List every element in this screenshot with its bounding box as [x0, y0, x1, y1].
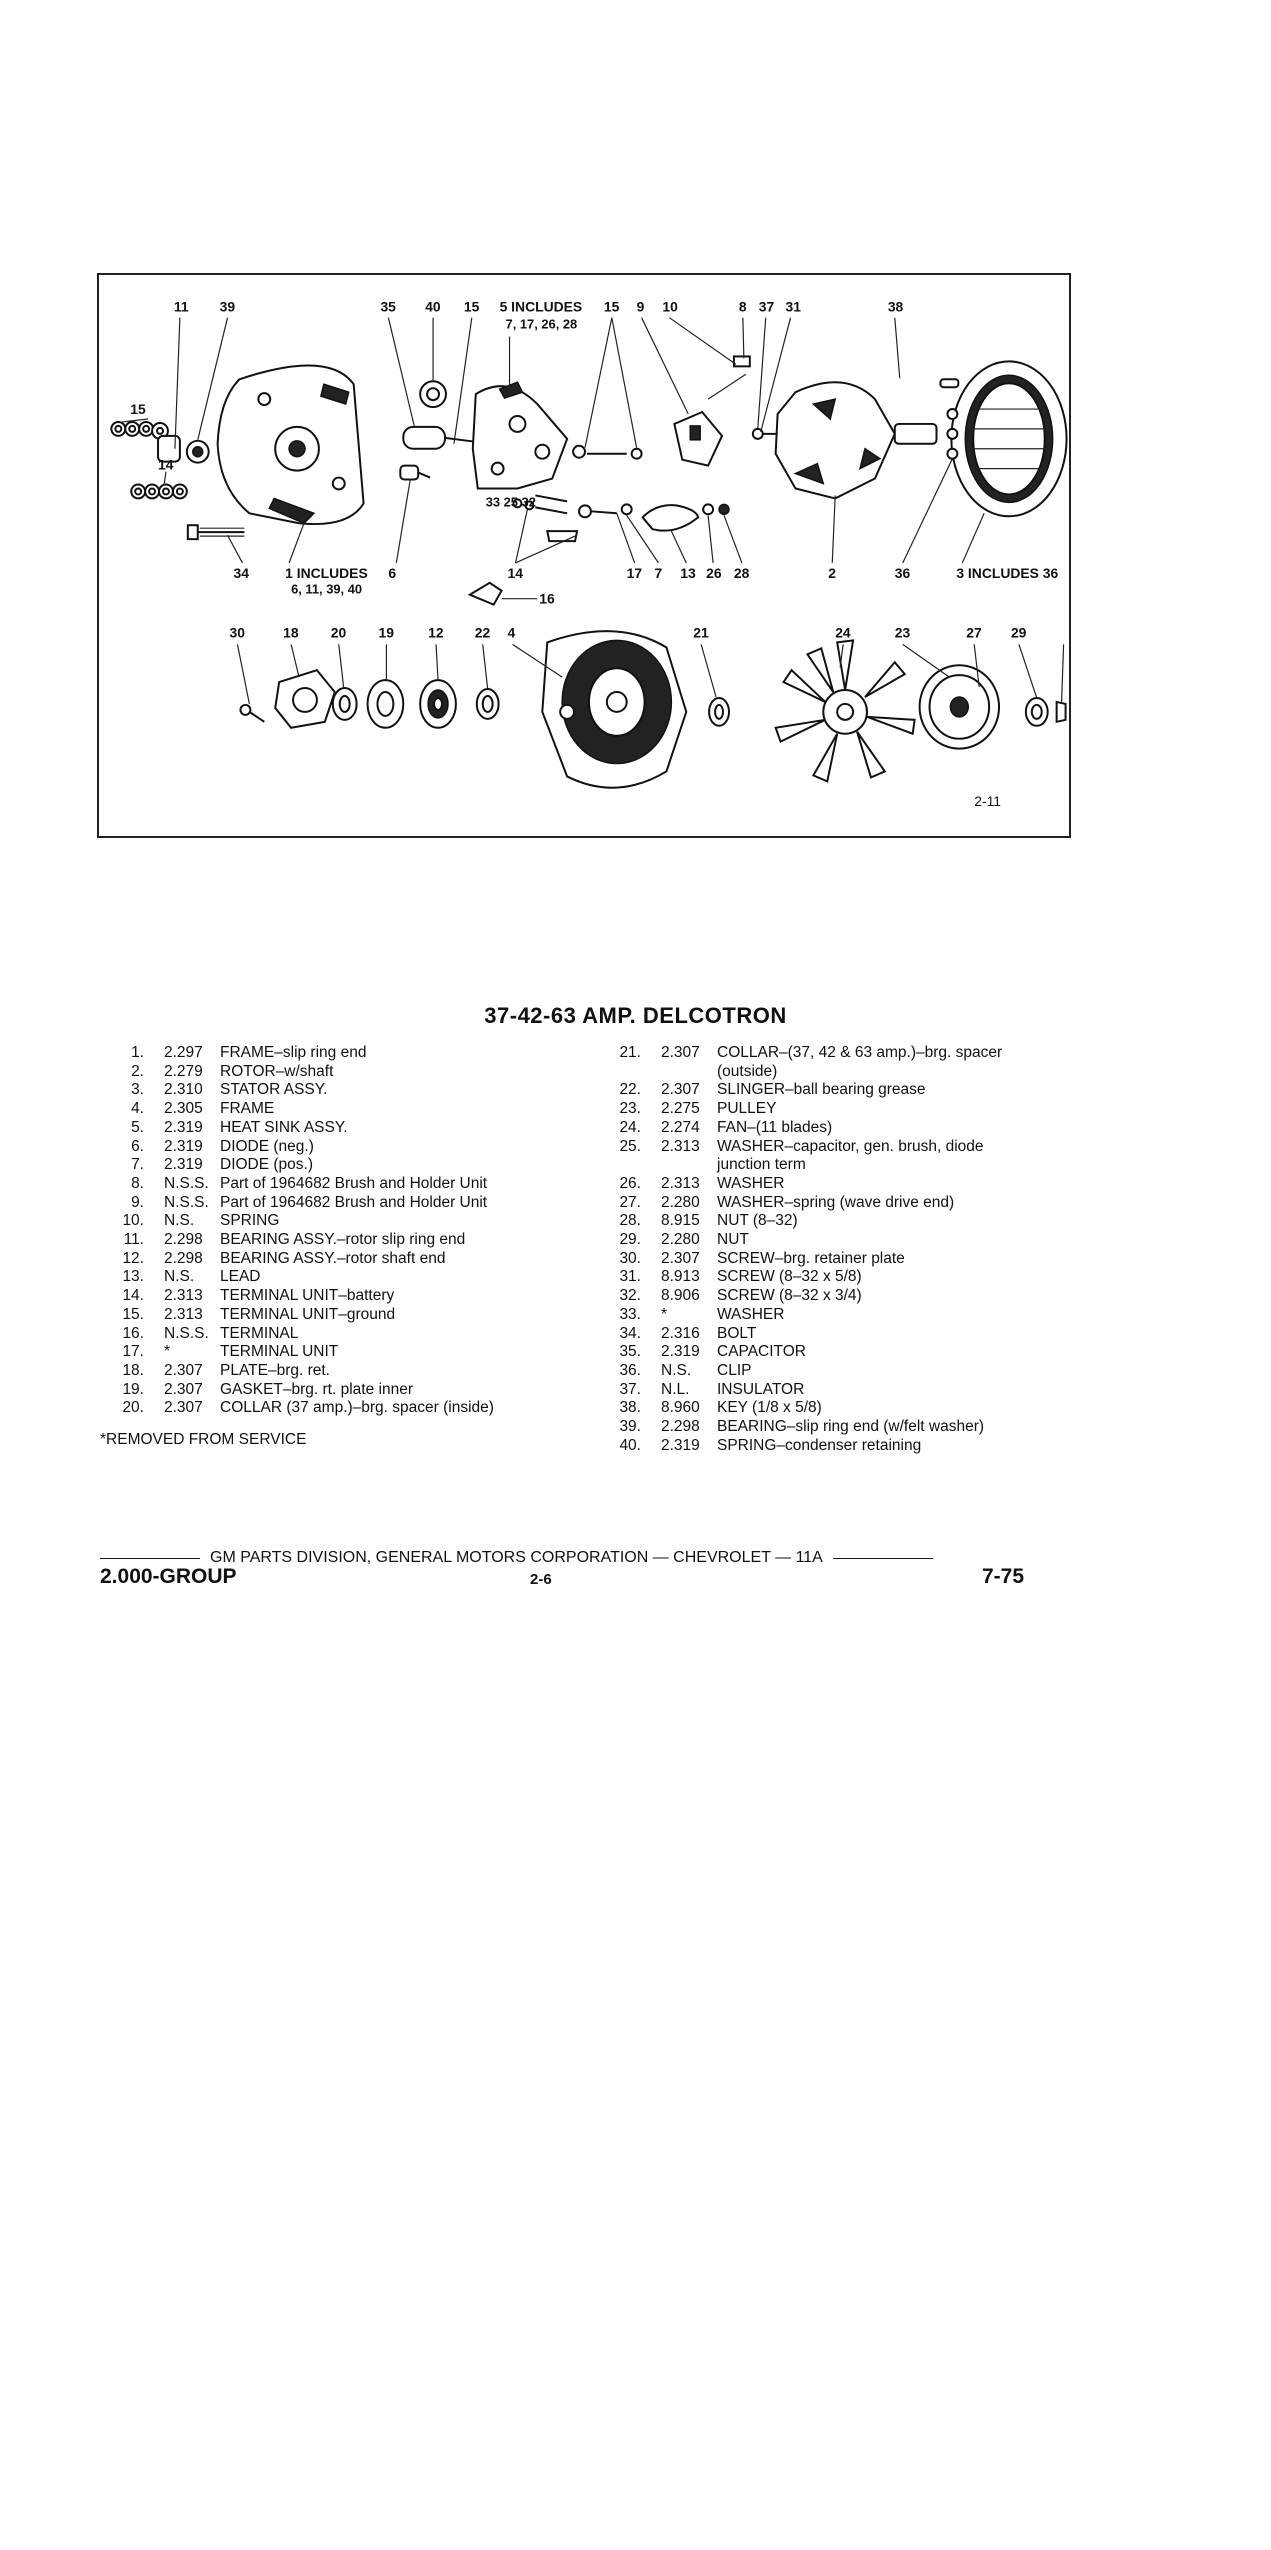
- footer-group-number: 2.000-GROUP: [100, 1565, 237, 1588]
- key: [940, 379, 958, 387]
- footer-rule-right: [833, 1558, 933, 1559]
- part-description-text: COLLAR–(37, 42 & 63 amp.)–brg. spacer: [717, 1044, 1003, 1061]
- part-group-code: 2.280: [661, 1231, 700, 1249]
- terminal-unit-group: [579, 504, 729, 530]
- part-group-code: 2.307: [164, 1380, 203, 1398]
- part-description: [717, 1044, 1067, 1081]
- callout-14b: 14: [507, 564, 523, 581]
- callout-16: 16: [539, 590, 555, 607]
- part-description-text: FRAME: [220, 1100, 275, 1118]
- callout-12: 12: [428, 624, 444, 641]
- part-group-code: 2.319: [164, 1137, 203, 1155]
- part-description: [220, 1381, 580, 1400]
- drive-end-frame: [542, 631, 686, 788]
- part-group-code: 2.307: [661, 1249, 700, 1267]
- part-number: 7.: [131, 1156, 144, 1174]
- part-description-text: PULLEY: [717, 1100, 777, 1118]
- part-number: 9.: [131, 1193, 144, 1211]
- callout-13: 13: [680, 564, 696, 581]
- part-description: [717, 1194, 1067, 1213]
- part-group-code: *: [164, 1343, 171, 1361]
- part-group-code: N.S.S.: [164, 1324, 209, 1342]
- section-title: 37-42-63 AMP. DELCOTRON: [484, 1003, 787, 1028]
- part-description: [717, 1399, 1067, 1418]
- parts-list-row: [597, 1343, 1067, 1362]
- parts-list-row: [100, 1138, 580, 1157]
- callout-6: 6: [388, 564, 397, 581]
- callout-15c: 15: [130, 401, 146, 418]
- callout-17: 17: [626, 564, 643, 581]
- part-description: [220, 1212, 580, 1231]
- part-group-code: 2.319: [661, 1343, 700, 1361]
- condenser-spring: [420, 381, 446, 407]
- part-description-text: TERMINAL UNIT: [220, 1343, 339, 1361]
- pulley: [920, 665, 999, 748]
- part-group-code: 2.319: [164, 1156, 203, 1174]
- footer-date: 7-75: [982, 1565, 1025, 1588]
- part-description-text: LEAD: [220, 1268, 261, 1286]
- part-description: [717, 1362, 1067, 1381]
- terminal-hardware-center: [573, 446, 642, 459]
- parts-list-row: [100, 1119, 580, 1138]
- part-group-code: 2.307: [164, 1361, 203, 1379]
- terminal: [470, 583, 538, 605]
- exploded-view-figure: [97, 273, 1071, 838]
- part-group-code: 2.310: [164, 1081, 203, 1099]
- parts-list-row: [597, 1138, 1067, 1175]
- parts-list-row: [597, 1325, 1067, 1344]
- callout-3: 3 INCLUDES 36: [956, 564, 1059, 581]
- stator-assembly: [947, 361, 1066, 516]
- callout-11: 11: [173, 298, 189, 315]
- part-description: [717, 1325, 1067, 1344]
- part-description-text: SPRING–condenser retaining: [717, 1436, 922, 1454]
- part-number: 26.: [619, 1174, 641, 1192]
- part-number: 37.: [619, 1380, 641, 1398]
- callout-2: 2: [828, 564, 836, 581]
- callout-1-includes: 6, 11, 39, 40: [291, 581, 363, 597]
- grease-slinger: [477, 689, 499, 719]
- parts-list-row: [100, 1100, 580, 1119]
- part-group-code: N.S.S.: [164, 1174, 209, 1192]
- part-group-code: 2.319: [164, 1118, 203, 1136]
- part-number: 12.: [122, 1249, 144, 1267]
- part-description-text: SCREW (8–32 x 5/8): [717, 1268, 862, 1286]
- part-number: 33.: [619, 1305, 641, 1323]
- part-group-code: 8.913: [661, 1268, 700, 1286]
- part-description-text: Part of 1964682 Brush and Holder Unit: [220, 1193, 488, 1211]
- part-description: [717, 1250, 1067, 1269]
- part-number: 3.: [131, 1081, 144, 1099]
- parts-list-row: [100, 1044, 580, 1063]
- part-number: 19.: [122, 1380, 144, 1398]
- part-group-code: 2.305: [164, 1100, 203, 1118]
- callout-21: 21: [693, 624, 709, 641]
- part-number: 21.: [619, 1044, 641, 1061]
- part-description: [717, 1381, 1067, 1400]
- part-description-text: TERMINAL: [220, 1324, 299, 1342]
- parts-list-row: [597, 1250, 1067, 1269]
- part-group-code: N.S.: [661, 1361, 692, 1379]
- part-description: [717, 1231, 1067, 1250]
- callout-14a: 14: [158, 456, 174, 473]
- part-group-code: 8.915: [661, 1212, 700, 1230]
- part-number: 6.: [131, 1137, 144, 1155]
- parts-list-row: [100, 1399, 580, 1418]
- part-description: [717, 1138, 1067, 1175]
- callout-7: 7: [654, 564, 663, 581]
- parts-list-row: [100, 1081, 580, 1100]
- part-group-code: N.S.: [164, 1212, 195, 1230]
- parts-list-row: [100, 1231, 580, 1250]
- part-group-code: 2.307: [661, 1081, 700, 1099]
- part-description-text: HEAT SINK ASSY.: [220, 1118, 348, 1136]
- callout-36: 36: [894, 564, 911, 581]
- callout-37: 37: [758, 298, 775, 315]
- part-group-code: 8.906: [661, 1287, 700, 1305]
- parts-list-row: [597, 1081, 1067, 1100]
- part-description: [220, 1081, 580, 1100]
- parts-list-left: [100, 1044, 580, 1418]
- part-description: [717, 1418, 1067, 1437]
- parts-list-row: [597, 1231, 1067, 1250]
- part-description-text: DIODE (pos.): [220, 1156, 314, 1174]
- part-number: 38.: [619, 1399, 641, 1417]
- part-number: 36.: [619, 1361, 641, 1379]
- part-description-text: CLIP: [717, 1361, 752, 1379]
- rotor: [753, 382, 937, 498]
- part-description-text: BEARING ASSY.–rotor slip ring end: [220, 1231, 466, 1249]
- part-description: [717, 1119, 1067, 1138]
- parts-list-row: [100, 1063, 580, 1082]
- part-group-code: 2.313: [164, 1287, 203, 1305]
- callout-19: 19: [378, 624, 394, 641]
- part-description-text: BOLT: [717, 1324, 757, 1342]
- callout-33-25-32: 33 25 32: [485, 494, 536, 510]
- parts-list-row: [597, 1100, 1067, 1119]
- part-number: 35.: [619, 1343, 641, 1361]
- parts-list-row: [597, 1175, 1067, 1194]
- callout-20: 20: [330, 624, 347, 641]
- callout-34: 34: [233, 564, 249, 581]
- parts-list-row: [100, 1250, 580, 1269]
- part-description-continued: (outside): [717, 1062, 778, 1080]
- part-description-text: FRAME–slip ring end: [220, 1044, 367, 1061]
- part-description-text: INSULATOR: [717, 1380, 805, 1398]
- parts-list-row: [597, 1362, 1067, 1381]
- callout-18: 18: [283, 624, 299, 641]
- callout-5: 5 INCLUDES: [499, 298, 583, 315]
- part-group-code: N.S.: [164, 1268, 195, 1286]
- part-group-code: 2.316: [661, 1324, 700, 1342]
- parts-list-row: [597, 1212, 1067, 1231]
- part-number: 18.: [122, 1361, 144, 1379]
- part-number: 20.: [122, 1399, 144, 1417]
- part-group-code: N.S.S.: [164, 1193, 209, 1211]
- parts-list-row: [597, 1268, 1067, 1287]
- parts-list-row: [597, 1044, 1067, 1081]
- part-description-text: WASHER–spring (wave drive end): [717, 1193, 955, 1211]
- part-description-text: BEARING–slip ring end (w/felt washer): [717, 1418, 985, 1436]
- part-group-code: 2.313: [661, 1137, 700, 1155]
- heat-sink-assembly: [473, 382, 567, 488]
- parts-list-row: [100, 1362, 580, 1381]
- part-group-code: 2.313: [661, 1174, 700, 1192]
- part-description-text: NUT (8–32): [717, 1212, 798, 1230]
- part-number: 31.: [619, 1268, 641, 1286]
- parts-list-row: [100, 1287, 580, 1306]
- part-group-code: 2.280: [661, 1193, 700, 1211]
- part-group-code: N.L.: [661, 1380, 690, 1398]
- part-description-text: WASHER–capacitor, gen. brush, diode: [717, 1137, 984, 1155]
- parts-list-row: [100, 1175, 580, 1194]
- brush-holder: [674, 356, 749, 465]
- part-number: 29.: [619, 1231, 641, 1249]
- part-group-code: 2.274: [661, 1118, 700, 1136]
- part-description: [717, 1287, 1067, 1306]
- callout-15a: 15: [463, 298, 480, 315]
- part-description-text: DIODE (neg.): [220, 1137, 314, 1155]
- parts-list-row: [100, 1325, 580, 1344]
- part-description: [717, 1437, 1067, 1456]
- callout-8: 8: [738, 298, 747, 315]
- part-number: 5.: [131, 1118, 144, 1136]
- part-number: 28.: [619, 1212, 641, 1230]
- part-description-text: CAPACITOR: [717, 1343, 806, 1361]
- part-group-code: 2.298: [661, 1418, 700, 1436]
- part-description: [220, 1156, 580, 1175]
- part-group-code: 2.279: [164, 1062, 203, 1080]
- parts-list-right: [597, 1044, 1067, 1455]
- parts-list-row: [100, 1343, 580, 1362]
- part-description-text: Part of 1964682 Brush and Holder Unit: [220, 1174, 488, 1192]
- part-description-text: BEARING ASSY.–rotor shaft end: [220, 1249, 446, 1267]
- pulley-nut: [1057, 702, 1066, 722]
- part-description: [717, 1343, 1067, 1362]
- part-group-code: 2.298: [164, 1249, 203, 1267]
- footer-publisher-line: [100, 1549, 1030, 1567]
- part-number: 10.: [122, 1212, 144, 1230]
- callout-31: 31: [785, 298, 802, 315]
- part-group-code: 2.297: [164, 1044, 203, 1061]
- part-number: 32.: [619, 1287, 641, 1305]
- part-description: [220, 1325, 580, 1344]
- part-description-text: NUT: [717, 1231, 749, 1249]
- footer-rule-left: [100, 1558, 200, 1559]
- part-description: [220, 1287, 580, 1306]
- part-description: [220, 1044, 580, 1063]
- part-group-code: 2.298: [164, 1231, 203, 1249]
- spring-washer: [1026, 698, 1048, 726]
- bearing-shaft-end: [420, 680, 456, 728]
- parts-list-row: [100, 1381, 580, 1400]
- callout-27: 27: [966, 624, 982, 641]
- fan: [776, 640, 915, 781]
- spacer-collar-outside: [709, 698, 729, 726]
- part-description: [220, 1343, 580, 1362]
- part-number: 24.: [619, 1118, 641, 1136]
- parts-list-row: [100, 1156, 580, 1175]
- part-description-text: GASKET–brg. rt. plate inner: [220, 1380, 413, 1398]
- part-description: [220, 1063, 580, 1082]
- part-description-text: SCREW (8–32 x 3/4): [717, 1287, 862, 1305]
- part-description: [220, 1119, 580, 1138]
- callout-29: 29: [1010, 624, 1027, 641]
- callout-22: 22: [474, 624, 491, 641]
- footer-publisher: GM PARTS DIVISION, GENERAL MOTORS CORPORATION — CHEVROLET — 11A: [210, 1549, 823, 1566]
- part-description: [717, 1100, 1067, 1119]
- parts-list-row: [597, 1287, 1067, 1306]
- part-number: 40.: [619, 1436, 641, 1454]
- part-description-text: WASHER: [717, 1305, 785, 1323]
- part-number: 39.: [619, 1418, 641, 1436]
- part-description-text: KEY (1/8 x 5/8): [717, 1399, 822, 1417]
- part-group-code: 8.960: [661, 1399, 700, 1417]
- callout-10: 10: [662, 298, 678, 315]
- part-number: 17.: [122, 1343, 144, 1361]
- callout-24: 24: [835, 624, 851, 641]
- parts-list-row: [100, 1268, 580, 1287]
- callout-28: 28: [733, 564, 750, 581]
- parts-list-row: [597, 1306, 1067, 1325]
- removed-from-service-note: *REMOVED FROM SERVICE: [100, 1431, 307, 1448]
- part-description: [717, 1212, 1067, 1231]
- part-description-text: STATOR ASSY.: [220, 1081, 328, 1099]
- part-group-code: 2.307: [164, 1399, 203, 1417]
- callout-26: 26: [706, 564, 722, 581]
- part-description: [220, 1250, 580, 1269]
- part-description: [717, 1268, 1067, 1287]
- part-group-code: *: [661, 1305, 668, 1323]
- part-group-code: 2.275: [661, 1100, 700, 1118]
- parts-list-row: [100, 1194, 580, 1213]
- callout-38: 38: [887, 298, 904, 315]
- part-number: 8.: [131, 1174, 144, 1192]
- part-description: [220, 1268, 580, 1287]
- slip-ring-end-frame: [218, 366, 364, 525]
- callout-39: 39: [219, 298, 236, 315]
- part-description: [220, 1175, 580, 1194]
- footer-page-number: 2-6: [530, 1571, 552, 1588]
- part-group-code: 2.307: [661, 1044, 700, 1061]
- part-number: 2.: [131, 1062, 144, 1080]
- part-description: [717, 1081, 1067, 1100]
- part-number: 4.: [131, 1100, 144, 1118]
- parts-list-row: [100, 1306, 580, 1325]
- part-number: 16.: [122, 1324, 144, 1342]
- callout-15b: 15: [603, 298, 620, 315]
- part-description: [220, 1100, 580, 1119]
- callout-4: 4: [507, 624, 516, 641]
- part-description: [220, 1399, 580, 1418]
- spacer-collar-inside: [333, 688, 357, 720]
- part-description-text: SCREW–brg. retainer plate: [717, 1249, 905, 1267]
- diode-negative: [400, 466, 430, 480]
- callout-30: 30: [229, 624, 245, 641]
- parts-list-row: [597, 1437, 1067, 1456]
- part-description: [220, 1306, 580, 1325]
- part-number: 15.: [122, 1305, 144, 1323]
- part-number: 14.: [122, 1287, 144, 1305]
- part-description: [220, 1138, 580, 1157]
- retainer-screw: [240, 705, 264, 722]
- parts-list-row: [597, 1399, 1067, 1418]
- callout-23: 23: [894, 624, 911, 641]
- part-description-text: ROTOR–w/shaft: [220, 1062, 334, 1080]
- alternator-exploded-diagram: [99, 275, 1069, 836]
- part-description: [220, 1194, 580, 1213]
- parts-list-row: [597, 1381, 1067, 1400]
- parts-list-row: [597, 1119, 1067, 1138]
- parts-list-row: [597, 1418, 1067, 1437]
- part-number: 25.: [619, 1137, 641, 1155]
- part-number: 11.: [123, 1231, 144, 1249]
- gasket: [368, 680, 404, 728]
- through-bolt: [188, 525, 245, 539]
- part-number: 22.: [619, 1081, 641, 1099]
- callout-40: 40: [425, 298, 441, 315]
- part-description-text: TERMINAL UNIT–ground: [220, 1305, 396, 1323]
- part-number: 1.: [131, 1044, 144, 1061]
- part-description-text: WASHER: [717, 1174, 785, 1192]
- part-description: [717, 1175, 1067, 1194]
- part-group-code: 2.313: [164, 1305, 203, 1323]
- figure-number: 2-11: [974, 793, 1001, 810]
- part-description-text: TERMINAL UNIT–battery: [220, 1287, 395, 1305]
- callout-1: 1 INCLUDES: [285, 564, 368, 581]
- callout-5-includes: 7, 17, 26, 28: [505, 316, 578, 332]
- part-description: [220, 1231, 580, 1250]
- retainer-plate: [275, 670, 335, 728]
- part-description-text: FAN–(11 blades): [717, 1118, 833, 1136]
- part-description-text: SLINGER–ball bearing grease: [717, 1081, 926, 1099]
- part-description-text: COLLAR (37 amp.)–brg. spacer (inside): [220, 1399, 494, 1417]
- part-description: [717, 1306, 1067, 1325]
- part-description: [220, 1362, 580, 1381]
- parts-list-row: [100, 1212, 580, 1231]
- part-description-text: PLATE–brg. ret.: [220, 1361, 330, 1379]
- parts-list-row: [597, 1194, 1067, 1213]
- part-group-code: 2.319: [661, 1436, 700, 1454]
- part-description-text: SPRING: [220, 1212, 280, 1230]
- part-number: 30.: [619, 1249, 641, 1267]
- part-description-continued: junction term: [717, 1156, 806, 1174]
- part-number: 34.: [619, 1324, 641, 1342]
- part-number: 23.: [619, 1100, 641, 1118]
- part-number: 13.: [122, 1268, 144, 1286]
- callout-35: 35: [380, 298, 396, 315]
- callout-9: 9: [636, 298, 645, 315]
- part-number: 27.: [619, 1193, 641, 1211]
